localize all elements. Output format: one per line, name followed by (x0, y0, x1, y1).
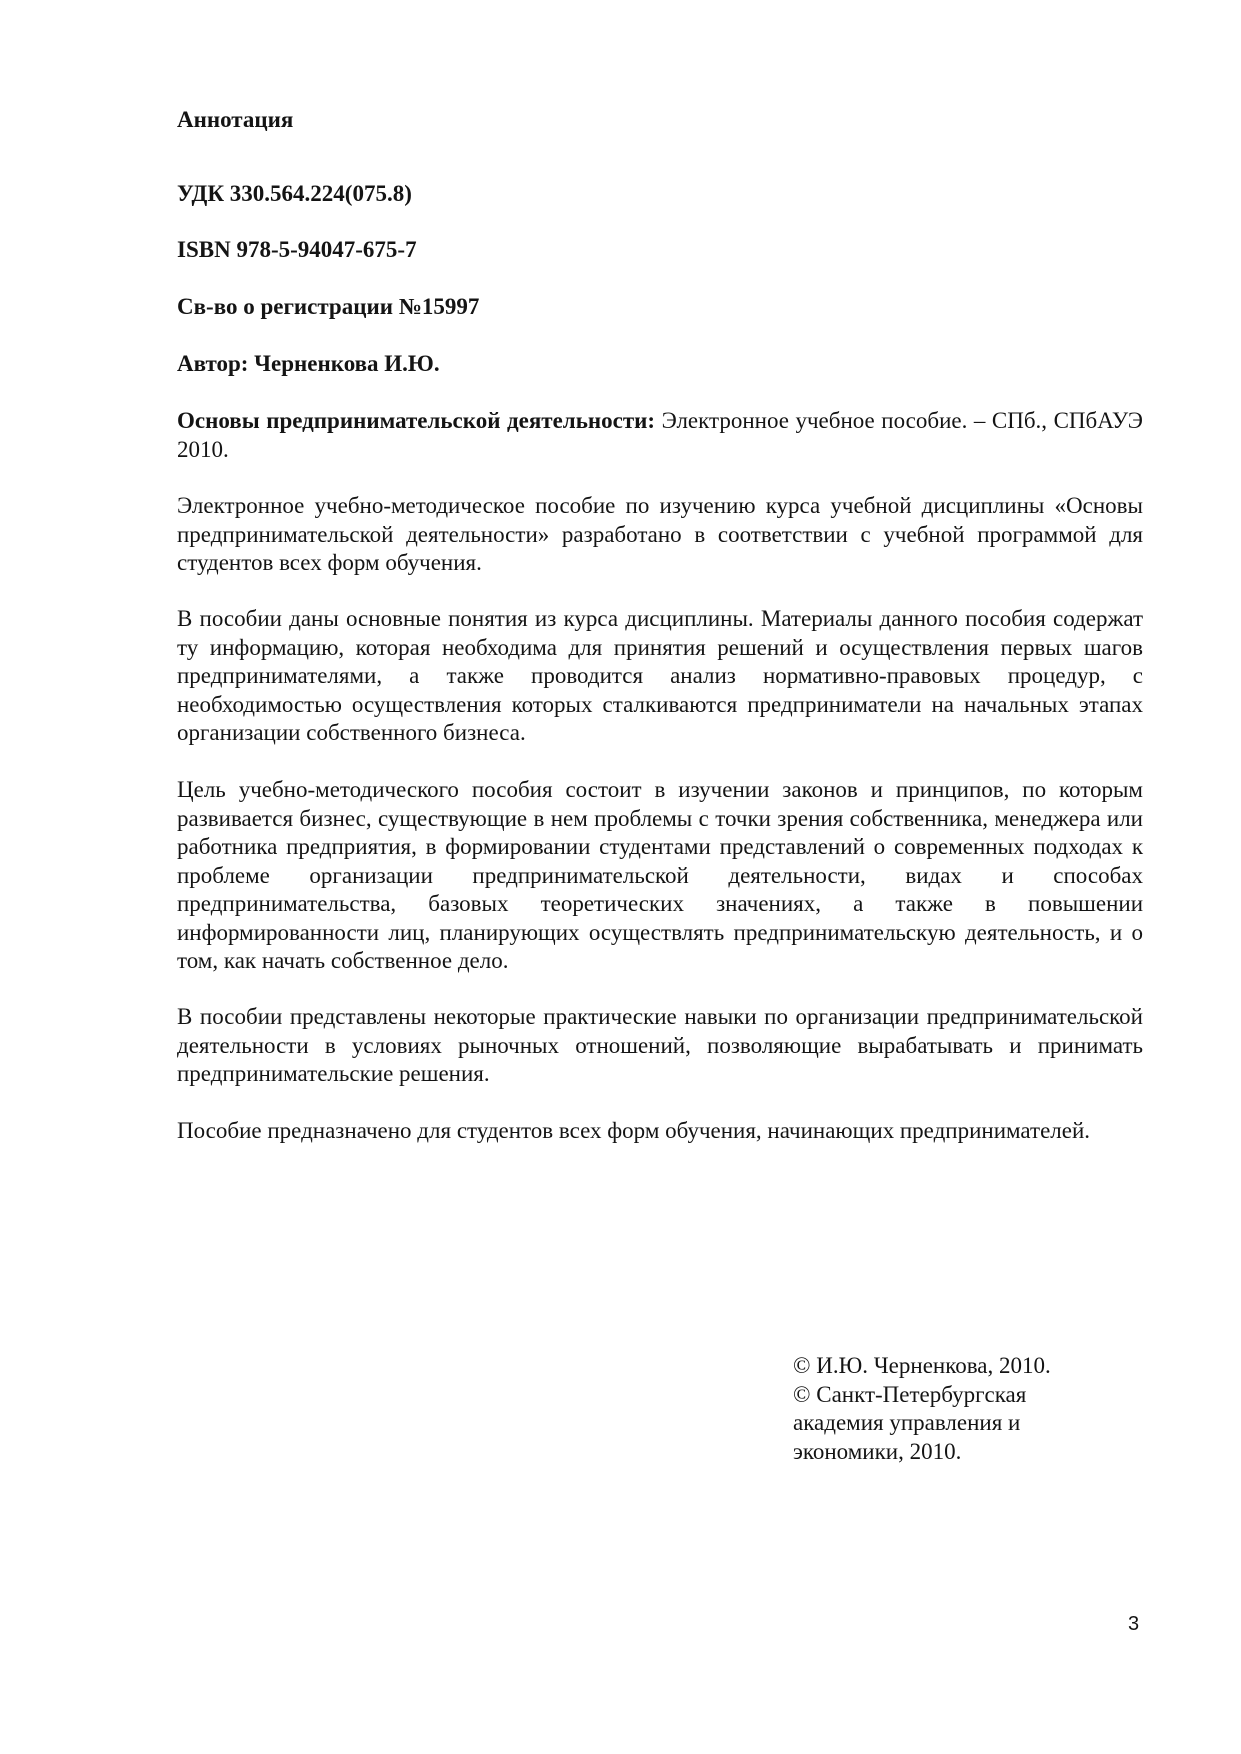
author-line: Автор: Черненкова И.Ю. (177, 351, 440, 376)
paragraph-2: В пособии даны основные понятия из курса дисциплины. Материалы данного пособия содержат ту информацию, которая необходима для принятия решений и осуществления первых шагов предпринимателями, а также проводится анализ нормативно-правовых процедур, с необходимостью осуществления которых сталкиваются предприниматели на начальных этапах организации собственного бизнеса. (177, 606, 1143, 745)
udk-code: УДК 330.564.224(075.8) (177, 181, 412, 206)
copyright-line: академия управления и (793, 1410, 1021, 1435)
citation (177, 407, 1143, 464)
citation-title: Основы предпринимательской деятельности: (177, 408, 656, 433)
copyright-block (793, 1352, 1123, 1466)
paragraph-4: В пособии представлены некоторые практические навыки по организации предпринимательской деятельности в условиях рыночных отношений, позволяющие вырабатывать и принимать предпринимательские решения. (177, 1004, 1143, 1086)
isbn: ISBN 978-5-94047-675-7 (177, 237, 417, 262)
paragraph-1: Электронное учебно-методическое пособие по изучению курса учебной дисциплины «Основы предпринимательской деятельности» разработано в соответствии с учебной программой для студентов всех форм обучения. (177, 493, 1143, 575)
annotation-heading: Аннотация (177, 107, 294, 132)
paragraph-5: Пособие предназначено для студентов всех форм обучения, начинающих предпринимателей. (177, 1118, 1091, 1143)
copyright-line: © Санкт-Петербургская (793, 1381, 1027, 1407)
page-number: 3 (1128, 1613, 1140, 1635)
citation-details: Электронное учебное пособие. – СПб., СПбАУЭ 2010. (177, 408, 1143, 462)
paragraph-3: Цель учебно-методического пособия состоит в изучении законов и принципов, по которым развивается бизнес, существующие в нем проблемы с точки зрения собственника, менеджера или работника предприятия, в формировании студентами представлений о современных подходах к проблеме организации предпринимательской деятельности, видах и способах предпринимательства, базовых теоретических значениях, а также в повышении информированности лиц, планирующих осуществлять предпринимательскую деятельность, и о том, как начать собственное дело. (177, 777, 1143, 973)
copyright-line: © И.Ю. Черненкова, 2010. (793, 1353, 1051, 1378)
copyright-line: экономики, 2010. (793, 1438, 962, 1464)
registration-number: Св-во о регистрации №15997 (177, 294, 480, 319)
